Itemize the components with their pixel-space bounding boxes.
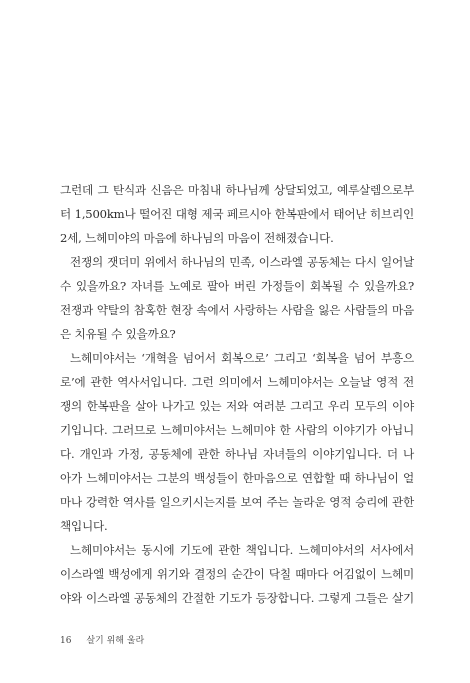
text-line: 아가 느헤미야서는 그분의 백성들이 한마음으로 연합할 때 하나님이 얼 bbox=[60, 471, 414, 485]
text-line: 전쟁과 약탈의 참혹한 현장 속에서 사랑하는 사람을 잃은 사람들의 마음 bbox=[60, 303, 414, 317]
text-line: 마나 강력한 역사를 일으키시는지를 보여 주는 놀라운 영적 승리에 관한 bbox=[60, 495, 414, 509]
page-footer bbox=[60, 635, 144, 647]
text-line: 다. 개인과 가정, 공동체에 관한 하나님 자녀들의 이야기입니다. 더 나 bbox=[60, 447, 414, 461]
text-line: 전쟁의 잿더미 위에서 하나님의 민족, 이스라엘 공동체는 다시 일어날 bbox=[70, 255, 414, 269]
page-number: 16 bbox=[60, 636, 72, 646]
text-line: 2세, 느헤미야의 마음에 하나님의 마음이 전해졌습니다. bbox=[60, 231, 334, 245]
running-title: 살기 위해 울라 bbox=[86, 636, 145, 646]
text-line: 야와 이스라엘 공동체의 간절한 기도가 등장합니다. 그렇게 그들은 살기 bbox=[60, 591, 414, 605]
body-text bbox=[60, 178, 414, 610]
text-line: 은 치유될 수 있을까요? bbox=[60, 327, 176, 341]
text-line: 로’에 관한 역사서입니다. 그런 의미에서 느헤미야서는 오늘날 영적 전 bbox=[60, 375, 414, 389]
text-line: 느헤미야서는 동시에 기도에 관한 책입니다. 느헤미야서의 서사에서 bbox=[70, 543, 414, 557]
text-line: 그런데 그 탄식과 신음은 마침내 하나님께 상달되었고, 예루살렘으로부 bbox=[60, 183, 414, 197]
text-line: 책입니다. bbox=[60, 519, 108, 533]
text-line: 이스라엘 백성에게 위기와 결정의 순간이 닥칠 때마다 어김없이 느헤미 bbox=[60, 567, 414, 581]
text-line: 수 있을까요? 자녀를 노예로 팔아 버린 가정들이 회복될 수 있을까요? bbox=[60, 279, 414, 293]
text-line: 느헤미야서는 ‘개혁을 넘어서 회복으로’ 그리고 ‘회복을 넘어 부흥으 bbox=[70, 351, 414, 365]
text-line: 터 1,500km나 떨어진 대형 제국 페르시아 한복판에서 태어난 히브리인 bbox=[60, 207, 414, 221]
text-line: 쟁의 한복판을 살아 나가고 있는 저와 여러분 그리고 우리 모두의 이야 bbox=[60, 399, 414, 413]
text-line: 기입니다. 그러므로 느헤미야서는 느헤미야 한 사람의 이야기가 아닙니 bbox=[60, 423, 414, 437]
